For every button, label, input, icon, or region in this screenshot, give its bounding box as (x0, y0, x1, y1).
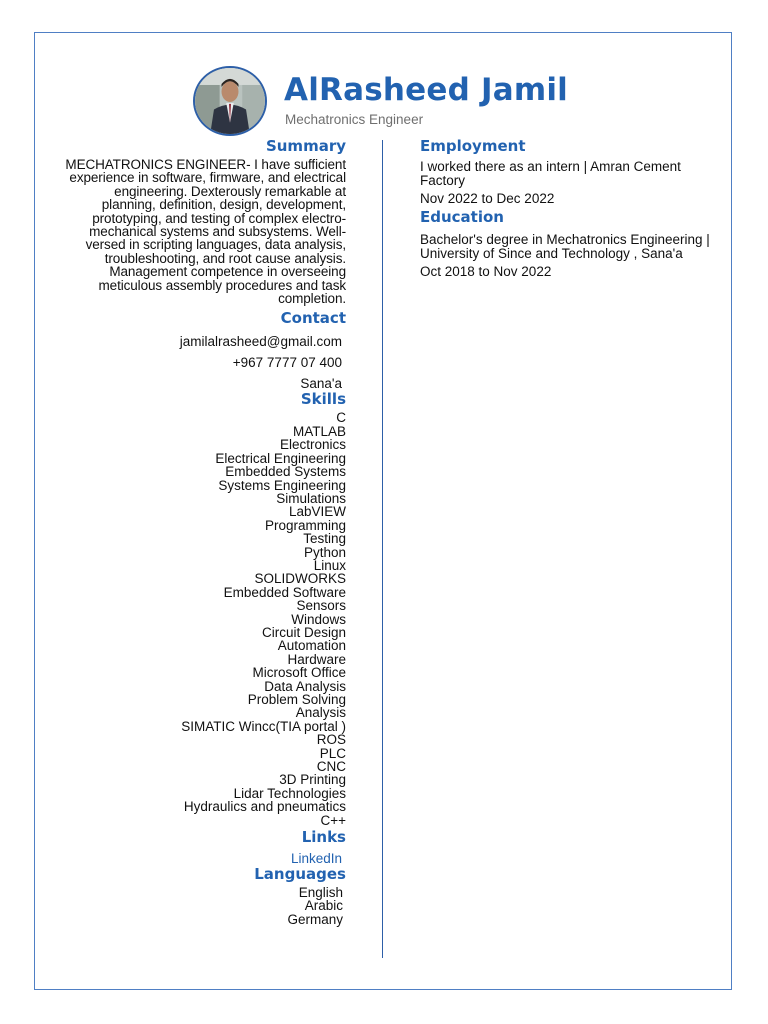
contact-heading: Contact (280, 309, 346, 328)
skill-item: Testing (303, 531, 346, 547)
languages-section (60, 864, 346, 926)
languages-heading: Languages (254, 865, 346, 884)
skill-item: CNC (316, 759, 346, 775)
contact-city: Sana'a (300, 376, 342, 392)
skill-item: MATLAB (292, 423, 346, 439)
profile-photo (193, 66, 267, 136)
skill-item: ROS (316, 732, 346, 748)
education-heading: Education (420, 208, 504, 226)
person-photo-icon (195, 68, 265, 134)
skill-item: 3D Printing (279, 772, 346, 788)
languages-list (60, 886, 346, 926)
skills-heading: Skills (300, 390, 346, 409)
links-heading: Links (301, 828, 346, 847)
skill-item: Sensors (296, 598, 346, 614)
skill-item: Simulations (276, 490, 346, 506)
summary-heading: Summary (265, 137, 346, 155)
skill-item: Embedded Software (223, 584, 346, 600)
skill-item: Embedded Systems (225, 464, 346, 480)
summary-section (60, 136, 346, 305)
employment-heading: Employment (420, 137, 526, 155)
contact-section (60, 308, 346, 391)
education-dates: Oct 2018 to Nov 2022 (420, 264, 552, 279)
summary-text: MECHATRONICS ENGINEER- I have sufficient experience in software, firmware, and electrical engineering. Dexterously remarkable at planning, definition, design, development, prototyping, and testing of complex electro-mechanical systems and subsystems. Well-versed in scripting languages, data analysis, troubleshooting, and root cause analysis. Management competence in overseeing meticulous assembly procedures and task completion. (65, 157, 346, 307)
skill-item: Automation (277, 638, 346, 654)
left-column (60, 136, 346, 926)
employment-position: I worked there as an intern | Amran Cement Factory (420, 159, 681, 188)
skill-item: Analysis (295, 705, 346, 721)
skill-item: LabVIEW (288, 504, 346, 520)
skill-item: Microsoft Office (252, 665, 346, 681)
skill-item: Lidar Technologies (233, 785, 346, 801)
skill-item: SIMATIC Wincc(TIA portal ) (181, 718, 346, 734)
education-section (420, 207, 710, 280)
skills-list (60, 411, 346, 827)
skill-item: Circuit Design (261, 624, 346, 640)
employment-dates: Nov 2022 to Dec 2022 (420, 191, 555, 206)
skill-item: Hydraulics and pneumatics (183, 799, 346, 815)
skill-item: Problem Solving (247, 692, 346, 707)
contact-phone[interactable]: +967 7777 07 400 (232, 355, 342, 371)
candidate-role: Mechatronics Engineer (285, 112, 424, 127)
skill-item: Electronics (279, 437, 346, 453)
skills-section (60, 389, 346, 827)
skill-item: Electrical Engineering (215, 450, 346, 466)
links-section (60, 827, 346, 867)
skill-item: Python (303, 544, 346, 560)
skill-item: Linux (313, 557, 346, 573)
skill-item: Systems Engineering (218, 477, 346, 493)
skill-item: PLC (319, 745, 346, 761)
employment-section (420, 136, 710, 207)
skill-item: Windows (291, 611, 346, 627)
language-item: English (298, 885, 343, 901)
linkedin-link[interactable]: LinkedIn (290, 851, 342, 867)
language-item: Germany (287, 911, 343, 927)
skill-item: Programming (264, 517, 346, 533)
skill-item: C (336, 410, 346, 426)
column-divider (382, 140, 383, 958)
contact-email[interactable]: jamilalrasheed@gmail.com (179, 334, 342, 350)
skill-item: SOLIDWORKS (254, 571, 346, 587)
skill-item: Hardware (287, 651, 346, 667)
language-item: Arabic (304, 898, 343, 914)
right-column (420, 136, 710, 280)
education-degree: Bachelor's degree in Mechatronics Engineering | University of Since and Technology , Sana'a (420, 232, 710, 261)
skill-item: C++ (320, 812, 346, 828)
candidate-name: AlRasheed Jamil (284, 72, 568, 108)
skill-item: Data Analysis (264, 678, 346, 694)
